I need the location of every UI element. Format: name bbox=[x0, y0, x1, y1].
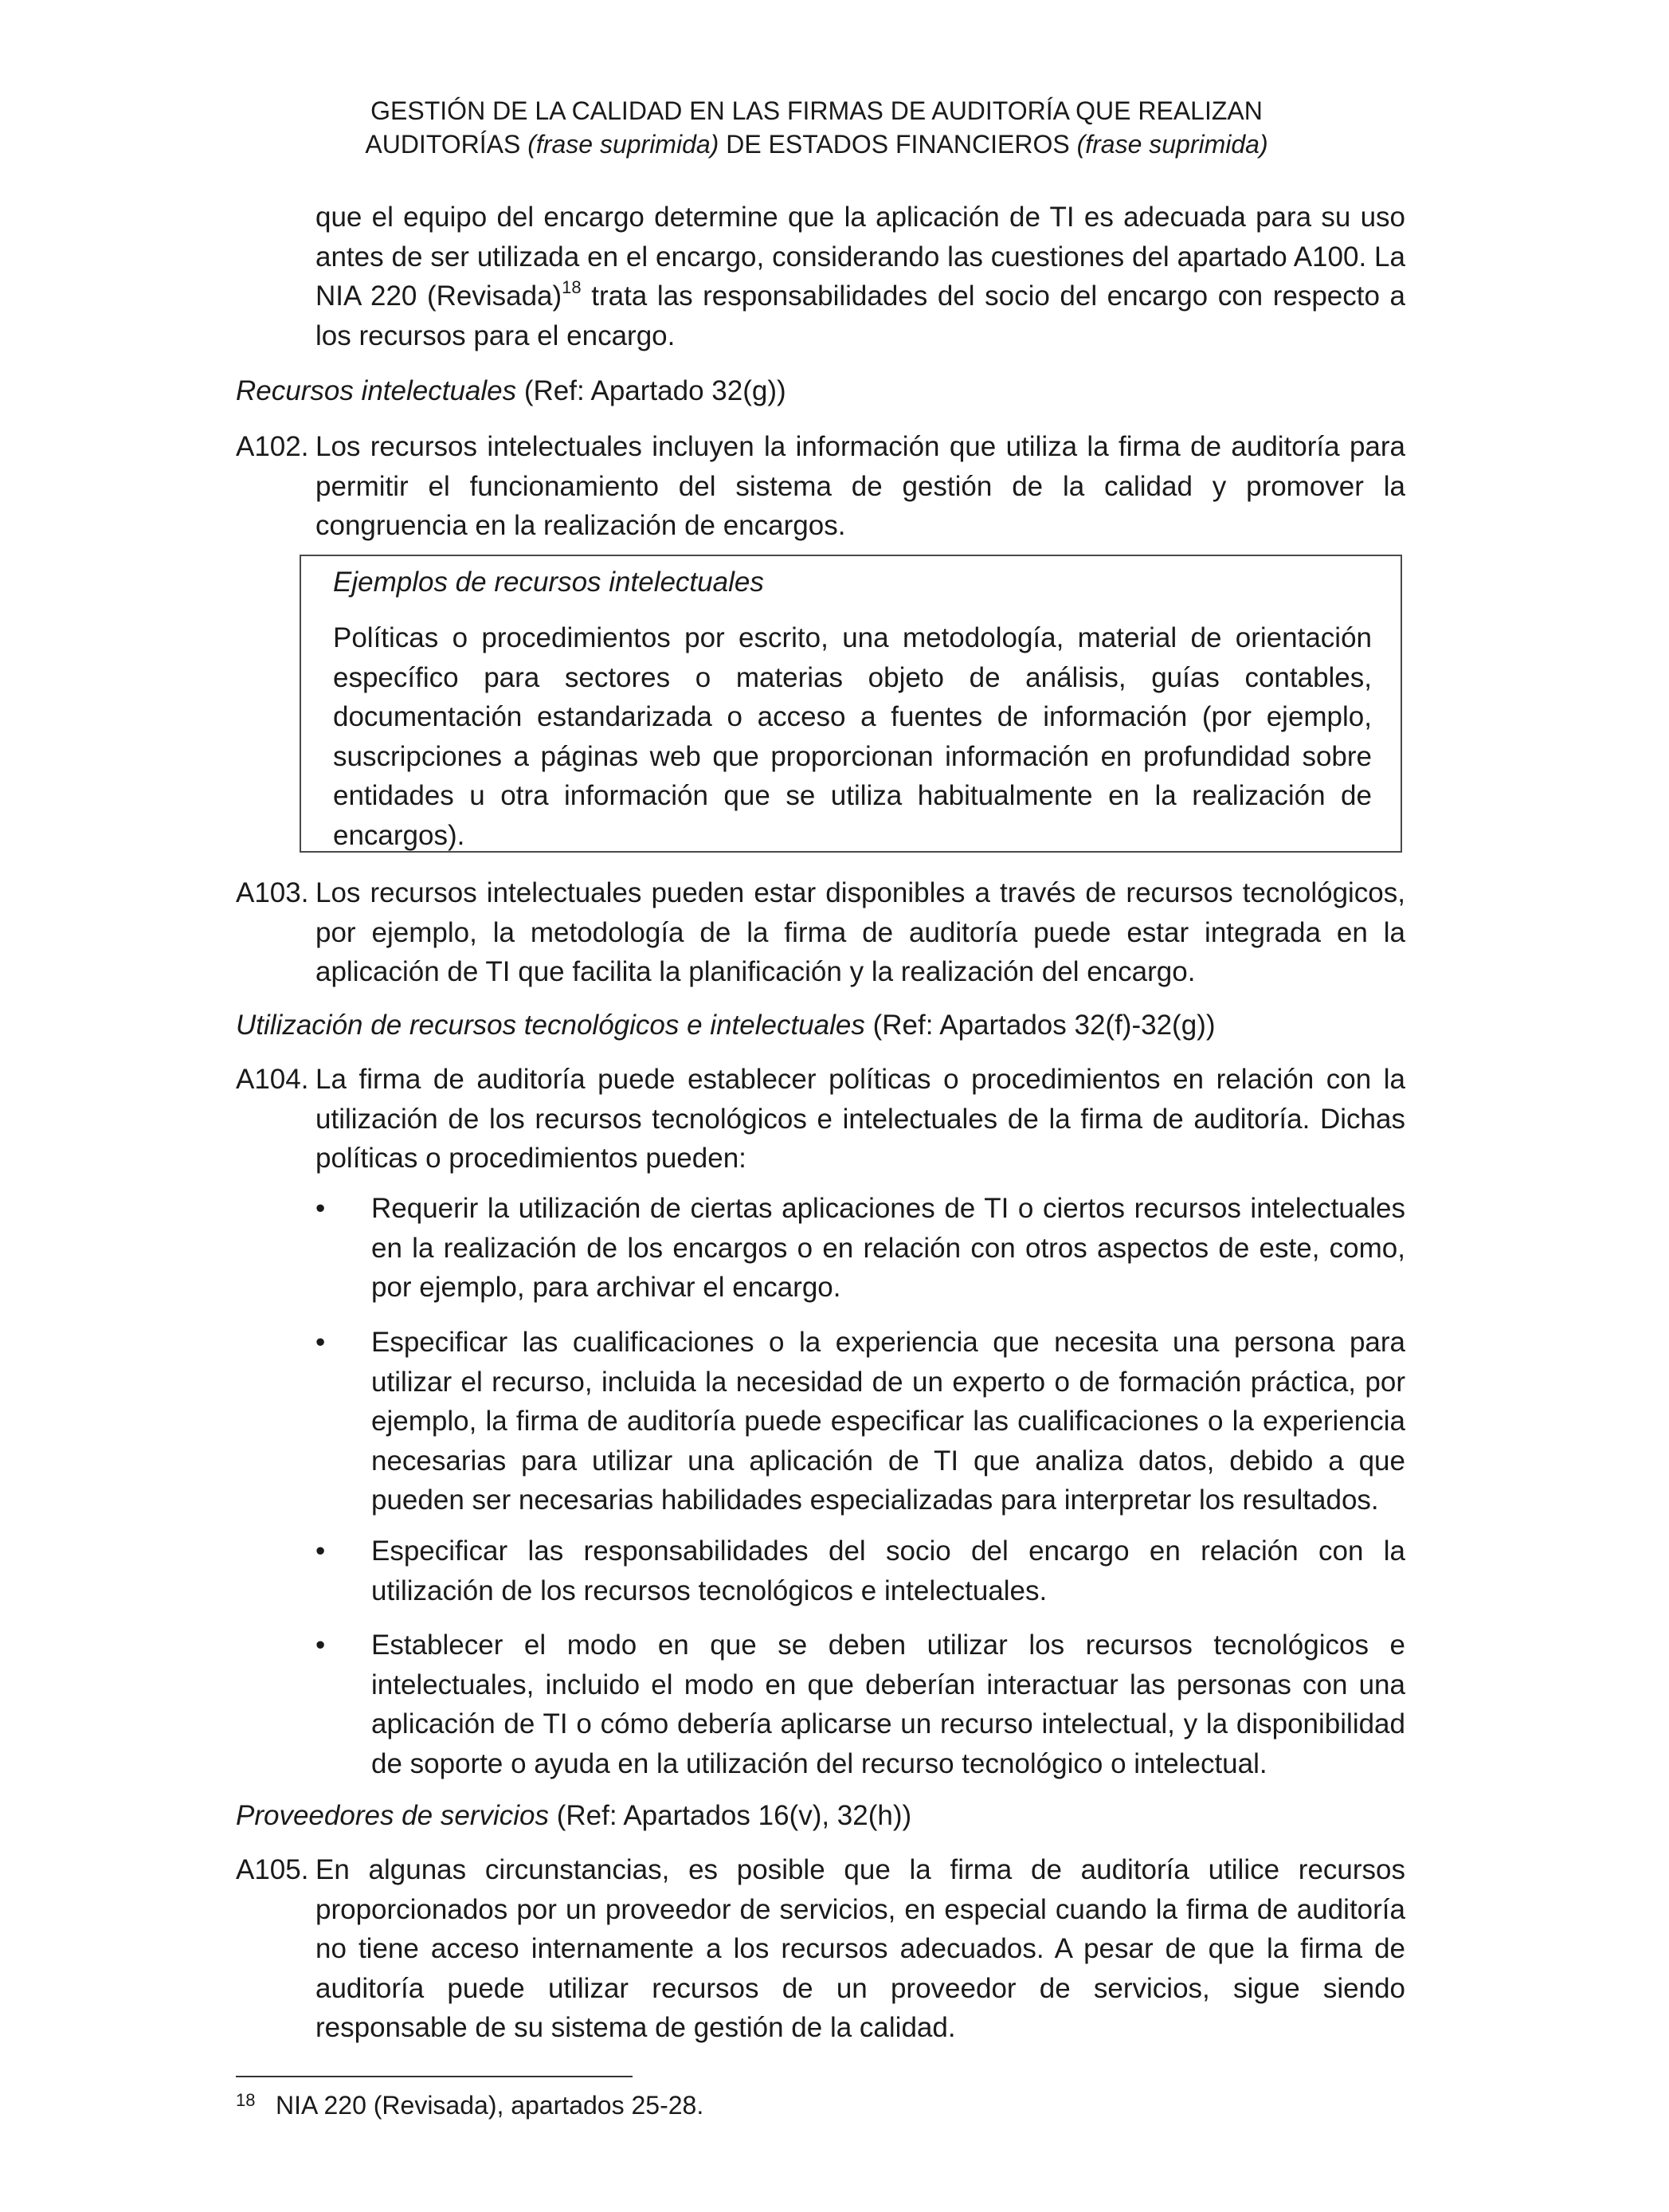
header-line-2: AUDITORÍAS (frase suprimida) DE ESTADOS FINANCIEROS (frase suprimida) bbox=[365, 130, 1268, 159]
section-heading-use-of-resources: Utilización de recursos tecnológicos e intelectuales (Ref: Apartados 32(f)-32(g)) bbox=[236, 1010, 1216, 1041]
paragraph-number-a103: A103. bbox=[236, 877, 309, 908]
paragraph-number-a105: A105. bbox=[236, 1854, 309, 1885]
running-header bbox=[231, 94, 1402, 161]
footnote-text: NIA 220 (Revisada), apartados 25-28. bbox=[276, 2091, 704, 2120]
continuation-paragraph: que el equipo del encargo determine que la aplicación de TI es adecuada para su uso antes de ser utilizada en el encargo, considerando las cuestiones del apartado A100. La NIA 220 (Revisada)$^{18}$ trata las responsabilidades del socio del encargo con respecto a los recursos para el encargo. bbox=[315, 202, 1405, 351]
paragraph-number-a104: A104. bbox=[236, 1064, 309, 1095]
paragraph-a103: Los recursos intelectuales pueden estar disponibles a través de recursos tecnológicos, por ejemplo, la metodología de la firma de auditoría puede estar integrada en la aplicación de TI que facilita la planificación y la realización del encargo. bbox=[315, 877, 1405, 987]
bullet-marker: • bbox=[315, 1630, 326, 1661]
bullet-marker: • bbox=[315, 1193, 326, 1224]
paragraph-a102: Los recursos intelectuales incluyen la información que utiliza la firma de auditoría para permitir el funcionamiento del sistema de gestión de la calidad y promover la congruencia en la realización de encargos. bbox=[315, 431, 1405, 541]
bullet-item: Especificar las responsabilidades del socio del encargo en relación con la utilización de los recursos tecnológicos e intelectuales. bbox=[371, 1535, 1405, 1606]
bullet-item: Requerir la utilización de ciertas aplicaciones de TI o ciertos recursos intelectuales en la realización de los encargos o en relación con otros aspectos de este, como, por ejemplo, para archivar el encargo. bbox=[371, 1193, 1405, 1303]
examples-box-text: Políticas o procedimientos por escrito, una metodología, material de orientación específico para sectores o materias objeto de análisis, guías contables, documentación estandarizada o acceso a fuentes de información (por ejemplo, suscripciones a páginas web que proporcionan información en profundidad sobre entidades u otra información que se utiliza habitualmente en la realización de encargos). bbox=[333, 622, 1372, 851]
bullet-marker: • bbox=[315, 1327, 326, 1358]
paragraph-a105: En algunas circunstancias, es posible que la firma de auditoría utilice recursos proporcionados por un proveedor de servicios, en especial cuando la firma de auditoría no tiene acceso internamente a los recursos adecuados. A pesar de que la firma de auditoría puede utilizar recursos de un proveedor de servicios, sigue siendo responsable de su sistema de gestión de la calidad. bbox=[315, 1854, 1405, 2043]
examples-box bbox=[300, 555, 1402, 853]
bullet-item: Establecer el modo en que se deben utilizar los recursos tecnológicos e intelectuales, incluido el modo en que deberían interactuar las personas con una aplicación de TI o cómo debería aplicarse un recurso intelectual, y la disponibilidad de soporte o ayuda en la utilización del recurso tecnológico o intelectual. bbox=[371, 1630, 1405, 1779]
paragraph-number-a102: A102. bbox=[236, 431, 309, 462]
header-line-1: GESTIÓN DE LA CALIDAD EN LAS FIRMAS DE AUDITORÍA QUE REALIZAN bbox=[370, 96, 1263, 125]
examples-box-title: Ejemplos de recursos intelectuales bbox=[333, 567, 764, 598]
bullet-marker: • bbox=[315, 1535, 326, 1567]
footnote-separator bbox=[236, 2076, 633, 2077]
footnote-number: 18 bbox=[236, 2090, 256, 2110]
section-heading-intellectual-resources: Recursos intelectuales (Ref: Apartado 32(g)) bbox=[236, 375, 786, 406]
section-heading-service-providers: Proveedores de servicios (Ref: Apartados 16(v), 32(h)) bbox=[236, 1800, 912, 1831]
bullet-item: Especificar las cualificaciones o la experiencia que necesita una persona para utilizar el recurso, incluida la necesidad de un experto o de formación práctica, por ejemplo, la firma de auditoría puede especificar las cualificaciones o la experiencia necesarias para utilizar una aplicación de TI que analiza datos, debido a que pueden ser necesarias habilidades especializadas para interpretar los resultados. bbox=[371, 1327, 1405, 1516]
footnote-reference: 18 bbox=[562, 277, 582, 298]
paragraph-a104: La firma de auditoría puede establecer políticas o procedimientos en relación con la utilización de los recursos tecnológicos e intelectuales de la firma de auditoría. Dichas políticas o procedimientos pueden: bbox=[315, 1064, 1405, 1174]
